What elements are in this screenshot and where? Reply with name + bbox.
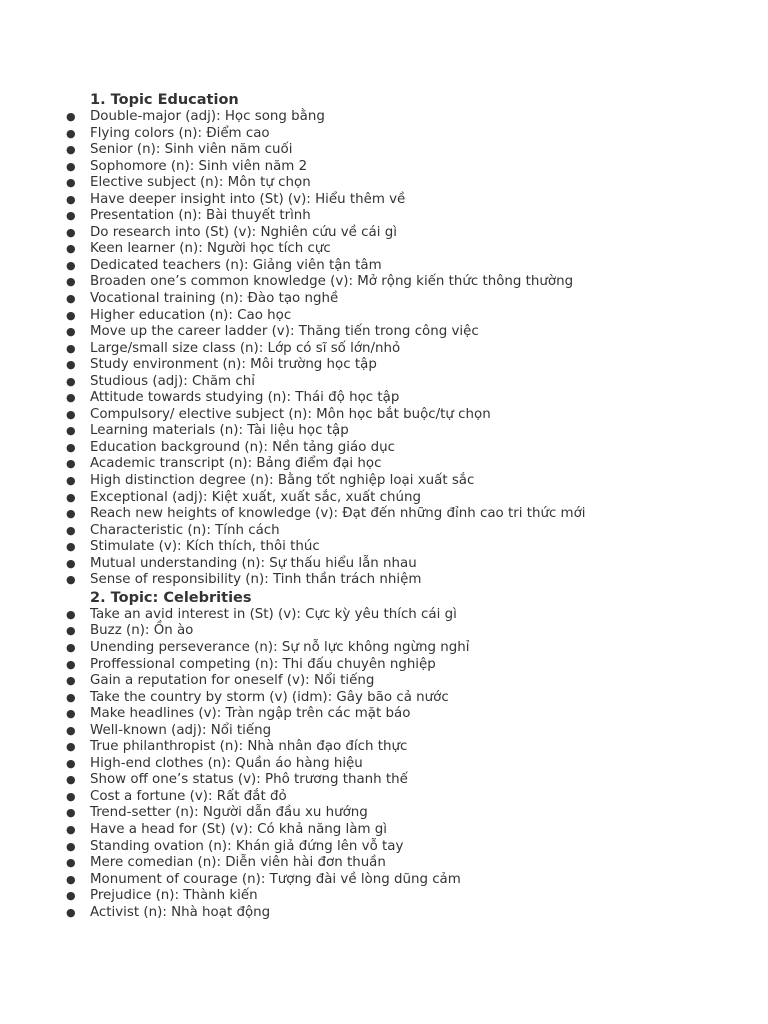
bullet-icon: ●: [66, 624, 76, 638]
list-item: [0, 556, 768, 573]
list-item-text: Activist (n): Nhà hoạt động: [90, 904, 271, 920]
bullet-icon: ●: [66, 905, 76, 919]
list-item: [0, 905, 768, 922]
list-item-text: Have a head for (St) (v): Có khả năng làm gì: [90, 821, 387, 837]
bullet-icon: ●: [66, 674, 76, 688]
list-item-text: Learning materials (n): Tài liệu học tập: [90, 423, 349, 439]
list-item-text: High-end clothes (n): Quần áo hàng hiệu: [90, 755, 363, 771]
list-item: [0, 640, 768, 657]
list-item: [0, 690, 768, 707]
list-item: [0, 423, 768, 440]
list-item-text: Sophomore (n): Sinh viên năm 2: [90, 158, 308, 174]
bullet-icon: ●: [66, 723, 76, 737]
section-title: 1. Topic Education: [90, 92, 239, 108]
bullet-icon: ●: [66, 740, 76, 754]
list-item-text: High distinction degree (n): Bằng tốt nghiệp loại xuất sắc: [90, 473, 475, 489]
list-item: [0, 723, 768, 740]
list-item: [0, 490, 768, 507]
list-item: [0, 225, 768, 242]
list-item: [0, 473, 768, 490]
document-page: [0, 91, 768, 921]
list-item: [0, 888, 768, 905]
bullet-icon: ●: [66, 507, 76, 521]
list-item-text: Standing ovation (n): Khán giả đứng lên vỗ tay: [90, 838, 404, 854]
list-item-text: Show off one’s status (v): Phô trương thanh thế: [90, 772, 408, 788]
list-item: [0, 241, 768, 258]
list-item-text: Education background (n): Nền tảng giáo dục: [90, 439, 396, 455]
bullet-icon: ●: [66, 374, 76, 388]
bullet-icon: ●: [66, 756, 76, 770]
list-item-text: Gain a reputation for oneself (v): Nổi tiếng: [90, 673, 375, 689]
list-item-text: Mutual understanding (n): Sự thấu hiểu lẫn nhau: [90, 555, 417, 571]
list-item: [0, 109, 768, 126]
list-item: [0, 872, 768, 889]
section-title: 2. Topic: Celebrities: [90, 589, 252, 606]
bullet-icon: ●: [66, 391, 76, 405]
section-education: [0, 91, 768, 589]
bullet-icon: ●: [66, 556, 76, 570]
list-item: [0, 142, 768, 159]
list-item: [0, 324, 768, 341]
bullet-icon: ●: [66, 176, 76, 190]
bullet-icon: ●: [66, 126, 76, 140]
list-item: [0, 291, 768, 308]
list-item-text: Buzz (n): Ồn ào: [90, 623, 194, 639]
term-list: [0, 607, 768, 921]
list-item: [0, 523, 768, 540]
bullet-icon: ●: [66, 457, 76, 471]
list-item-text: Make headlines (v): Tràn ngập trên các mặt báo: [90, 706, 411, 722]
bullet-icon: ●: [66, 839, 76, 853]
list-item: [0, 274, 768, 291]
list-item-text: Well-known (adj): Nổi tiếng: [90, 722, 272, 738]
list-item-text: Double-major (adj): Học song bằng: [90, 109, 325, 124]
bullet-icon: ●: [66, 490, 76, 504]
list-item: [0, 673, 768, 690]
list-item: [0, 258, 768, 275]
list-item: [0, 208, 768, 225]
bullet-icon: ●: [66, 275, 76, 289]
list-item-text: Study environment (n): Môi trường học tập: [90, 357, 377, 373]
list-item-text: Studious (adj): Chăm chỉ: [90, 373, 255, 389]
list-item-text: Reach new heights of knowledge (v): Đạt đến những đỉnh cao tri thức mới: [90, 506, 586, 522]
list-item-text: Vocational training (n): Đào tạo nghề: [90, 291, 339, 307]
list-item-text: Proffessional competing (n): Thi đấu chuyên nghiệp: [90, 656, 436, 672]
list-item: [0, 390, 768, 407]
list-item: [0, 126, 768, 143]
bullet-icon: ●: [66, 308, 76, 322]
bullet-icon: ●: [66, 523, 76, 537]
bullet-icon: ●: [66, 325, 76, 339]
list-item: [0, 855, 768, 872]
list-item-text: Higher education (n): Cao học: [90, 307, 292, 323]
bullet-icon: ●: [66, 822, 76, 836]
list-item-text: Characteristic (n): Tính cách: [90, 522, 280, 538]
bullet-icon: ●: [66, 789, 76, 803]
bullet-icon: ●: [66, 440, 76, 454]
list-item-text: Have deeper insight into (St) (v): Hiểu thêm về: [90, 191, 406, 207]
bullet-icon: ●: [66, 657, 76, 671]
list-item: [0, 506, 768, 523]
list-item-text: Unending perseverance (n): Sự nỗ lực không ngừng nghỉ: [90, 639, 470, 655]
list-item-text: Flying colors (n): Điểm cao: [90, 125, 270, 141]
list-item: [0, 456, 768, 473]
list-item: [0, 374, 768, 391]
list-item: [0, 308, 768, 325]
list-item-text: Elective subject (n): Môn tự chọn: [90, 175, 311, 191]
list-item-text: Do research into (St) (v): Nghiên cứu về cái gì: [90, 224, 397, 240]
list-item: [0, 739, 768, 756]
list-item-text: Dedicated teachers (n): Giảng viên tận tâm: [90, 257, 382, 273]
bullet-icon: ●: [66, 110, 76, 123]
list-item: [0, 175, 768, 192]
list-item-text: Move up the career ladder (v): Thăng tiến trong công việc: [90, 324, 479, 340]
list-item: [0, 839, 768, 856]
bullet-icon: ●: [66, 573, 76, 587]
list-item-text: Sense of responsibility (n): Tinh thần trách nhiệm: [90, 572, 422, 588]
list-item: [0, 159, 768, 176]
bullet-icon: ●: [66, 341, 76, 355]
bullet-icon: ●: [66, 258, 76, 272]
list-item: [0, 623, 768, 640]
list-item: [0, 607, 768, 624]
list-item: [0, 805, 768, 822]
list-item-text: Keen learner (n): Người học tích cực: [90, 241, 331, 257]
list-item: [0, 822, 768, 839]
list-item-text: Monument of courage (n): Tượng đài về lòng dũng cảm: [90, 871, 461, 887]
bullet-icon: ●: [66, 856, 76, 870]
bullet-icon: ●: [66, 690, 76, 704]
bullet-icon: ●: [66, 159, 76, 173]
bullet-icon: ●: [66, 707, 76, 721]
list-item-text: Prejudice (n): Thành kiến: [90, 888, 258, 904]
list-item: [0, 440, 768, 457]
list-item-text: Senior (n): Sinh viên năm cuối: [90, 142, 293, 158]
bullet-icon: ●: [66, 192, 76, 206]
bullet-icon: ●: [66, 607, 76, 621]
bullet-icon: ●: [66, 358, 76, 372]
list-item-text: True philanthropist (n): Nhà nhân đạo đích thực: [90, 739, 408, 755]
list-item: [0, 756, 768, 773]
list-item: [0, 357, 768, 374]
list-item: [0, 789, 768, 806]
list-item-text: Broaden one’s common knowledge (v): Mở rộng kiến thức thông thường: [90, 274, 574, 290]
list-item: [0, 572, 768, 589]
term-list: [0, 109, 768, 589]
bullet-icon: ●: [66, 143, 76, 157]
bullet-icon: ●: [66, 474, 76, 488]
list-item: [0, 657, 768, 674]
list-item-text: Compulsory/ elective subject (n): Môn học bắt buộc/tự chọn: [90, 406, 491, 422]
list-item-text: Trend-setter (n): Người dẫn đầu xu hướng: [90, 805, 368, 821]
list-item-text: Large/small size class (n): Lớp có sĩ số lớn/nhỏ: [90, 340, 401, 356]
list-item-text: Exceptional (adj): Kiệt xuất, xuất sắc, xuất chúng: [90, 489, 421, 505]
bullet-icon: ●: [66, 407, 76, 421]
list-item: [0, 341, 768, 358]
list-item-text: Take the country by storm (v) (idm): Gây bão cả nước: [90, 689, 449, 705]
bullet-icon: ●: [66, 209, 76, 223]
list-item-text: Take an avid interest in (St) (v): Cực kỳ yêu thích cái gì: [90, 606, 457, 622]
bullet-icon: ●: [66, 773, 76, 787]
bullet-icon: ●: [66, 640, 76, 654]
list-item: [0, 772, 768, 789]
list-item: [0, 539, 768, 556]
bullet-icon: ●: [66, 225, 76, 239]
list-item: [0, 407, 768, 424]
section-celebrities: [0, 589, 768, 921]
bullet-icon: ●: [66, 806, 76, 820]
bullet-icon: ●: [66, 540, 76, 554]
list-item-text: Mere comedian (n): Diễn viên hài đơn thuần: [90, 855, 386, 871]
list-item-text: Cost a fortune (v): Rất đắt đỏ: [90, 788, 287, 804]
bullet-icon: ●: [66, 424, 76, 438]
list-item-text: Stimulate (v): Kích thích, thôi thúc: [90, 539, 320, 555]
bullet-icon: ●: [66, 242, 76, 256]
bullet-icon: ●: [66, 872, 76, 886]
bullet-icon: ●: [66, 889, 76, 903]
list-item-text: Presentation (n): Bài thuyết trình: [90, 208, 311, 224]
list-item: [0, 192, 768, 209]
bullet-icon: ●: [66, 292, 76, 306]
list-item-text: Attitude towards studying (n): Thái độ học tập: [90, 390, 400, 406]
list-item: [0, 706, 768, 723]
list-item-text: Academic transcript (n): Bảng điểm đại học: [90, 456, 382, 472]
